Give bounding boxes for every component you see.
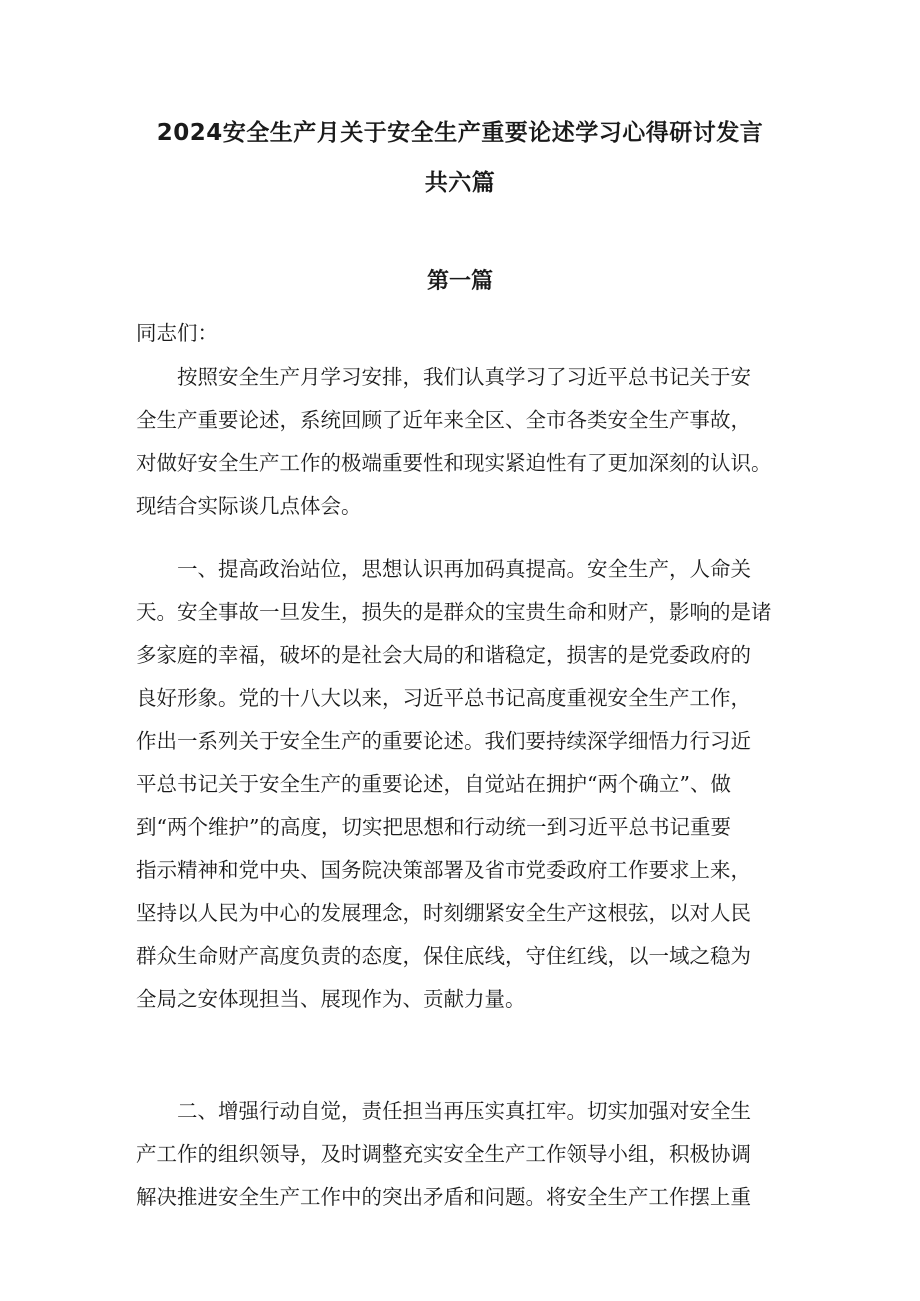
paragraph-intro	[136, 356, 796, 528]
paragraph-point-two	[136, 1090, 796, 1219]
paragraph-line: 产工作的组织领导，及时调整充实安全生产工作领导小组，积极协调	[136, 1142, 751, 1166]
section-heading: 第一篇	[426, 269, 493, 294]
paragraph-line: 全生产重要论述，系统回顾了近年来全区、全市各类安全生产事故，	[136, 408, 751, 432]
paragraph-line: 天。安全事故一旦发生，损失的是群众的宝贵生命和财产，影响的是诸	[136, 600, 772, 624]
paragraph-line: 对做好安全生产工作的极端重要性和现实紧迫性有了更加深刻的认识。	[136, 451, 772, 475]
paragraph-line: 多家庭的幸福，破坏的是社会大局的和谐稳定，损害的是党委政府的	[136, 643, 751, 667]
paragraph-line: 二、增强行动自觉，责任担当再压实真扛牢。切实加强对安全生	[136, 1099, 751, 1123]
salutation: 同志们：	[136, 321, 218, 345]
paragraph-line: 全局之安体现担当、展现作为、贡献力量。	[136, 987, 526, 1011]
paragraph-line: 解决推进安全生产工作中的突出矛盾和问题。将安全生产工作摆上重	[136, 1185, 751, 1209]
document-subtitle: 共六篇	[424, 170, 496, 196]
paragraph-line: 按照安全生产月学习安排，我们认真学习了习近平总书记关于安	[136, 365, 751, 389]
paragraph-line: 到“两个维护”的高度，切实把思想和行动统一到习近平总书记重要	[136, 815, 731, 839]
paragraph-point-one	[136, 548, 796, 1021]
paragraph-line: 坚持以人民为中心的发展理念，时刻绷紧安全生产这根弦，以对人民	[136, 901, 751, 925]
paragraph-line: 作出一系列关于安全生产的重要论述。我们要持续深学细悟力行习近	[136, 729, 751, 753]
paragraph-line: 群众生命财产高度负责的态度，保住底线，守住红线，以一域之稳为	[136, 944, 751, 968]
paragraph-line: 良好形象。党的十八大以来，习近平总书记高度重视安全生产工作，	[136, 686, 751, 710]
paragraph-line: 指示精神和党中央、国务院决策部署及省市党委政府工作要求上来，	[136, 858, 751, 882]
paragraph-line: 现结合实际谈几点体会。	[136, 494, 362, 518]
paragraph-line: 一、提高政治站位，思想认识再加码真提高。安全生产，人命关	[136, 557, 751, 581]
document-title: 2024安全生产月关于安全生产重要论述学习心得研讨发言	[156, 120, 764, 146]
paragraph-line: 平总书记关于安全生产的重要论述，自觉站在拥护“两个确立”、做	[136, 772, 731, 796]
